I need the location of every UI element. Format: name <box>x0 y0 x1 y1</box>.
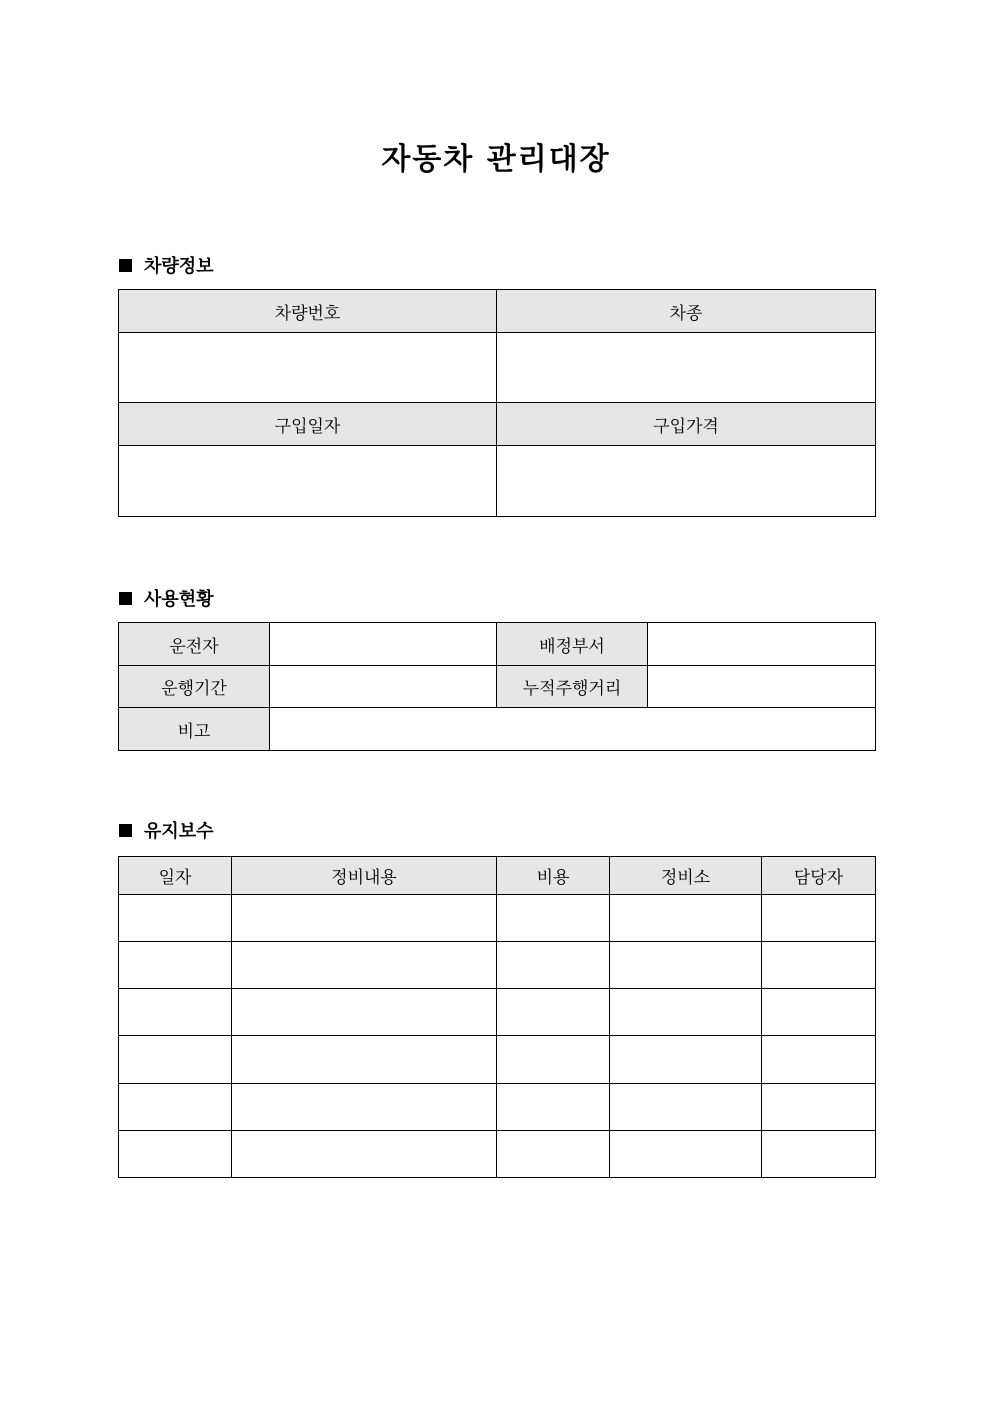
cost-cell[interactable] <box>497 989 610 1036</box>
purchase-date-field[interactable] <box>119 446 497 517</box>
description-cell[interactable] <box>232 1131 497 1178</box>
square-bullet-icon <box>119 824 132 837</box>
page-title: 자동차 관리대장 <box>381 142 611 177</box>
table-row <box>119 1036 876 1084</box>
column-header-cost: 비용 <box>497 857 610 895</box>
manager-cell[interactable] <box>762 1131 876 1178</box>
date-cell[interactable] <box>119 942 232 989</box>
section-heading-vehicle-info <box>119 253 214 277</box>
usage-status-table <box>118 622 876 751</box>
column-header-shop: 정비소 <box>610 857 762 895</box>
section-heading-usage-status <box>119 586 214 610</box>
column-header-manager: 담당자 <box>762 857 876 895</box>
plate-number-field[interactable] <box>119 333 497 403</box>
cost-cell[interactable] <box>497 1084 610 1131</box>
department-field[interactable] <box>648 623 876 666</box>
manager-cell[interactable] <box>762 942 876 989</box>
mileage-label: 누적주행거리 <box>497 666 648 708</box>
table-row <box>119 1131 876 1178</box>
driver-label: 운전자 <box>119 623 270 666</box>
description-cell[interactable] <box>232 942 497 989</box>
date-cell[interactable] <box>119 1036 232 1084</box>
remarks-label: 비고 <box>119 708 270 751</box>
cost-cell[interactable] <box>497 1036 610 1084</box>
shop-cell[interactable] <box>610 989 762 1036</box>
model-label: 차종 <box>497 290 876 333</box>
cost-cell[interactable] <box>497 942 610 989</box>
section-heading-maintenance <box>119 818 214 842</box>
period-label: 운행기간 <box>119 666 270 708</box>
date-cell[interactable] <box>119 989 232 1036</box>
driver-field[interactable] <box>270 623 497 666</box>
section-heading-label: 사용현황 <box>144 589 214 610</box>
shop-cell[interactable] <box>610 942 762 989</box>
manager-cell[interactable] <box>762 1036 876 1084</box>
date-cell[interactable] <box>119 1084 232 1131</box>
section-heading-label: 유지보수 <box>144 821 214 842</box>
table-row <box>119 989 876 1036</box>
shop-cell[interactable] <box>610 895 762 942</box>
purchase-price-label: 구입가격 <box>497 403 876 446</box>
shop-cell[interactable] <box>610 1131 762 1178</box>
table-row <box>119 1084 876 1131</box>
cost-cell[interactable] <box>497 895 610 942</box>
model-field[interactable] <box>497 333 876 403</box>
maintenance-table <box>118 856 876 1178</box>
square-bullet-icon <box>119 259 132 272</box>
date-cell[interactable] <box>119 895 232 942</box>
date-cell[interactable] <box>119 1131 232 1178</box>
manager-cell[interactable] <box>762 895 876 942</box>
vehicle-info-table <box>118 289 876 517</box>
column-header-date: 일자 <box>119 857 232 895</box>
table-row <box>119 895 876 942</box>
description-cell[interactable] <box>232 1036 497 1084</box>
square-bullet-icon <box>119 592 132 605</box>
shop-cell[interactable] <box>610 1084 762 1131</box>
purchase-date-label: 구입일자 <box>119 403 497 446</box>
plate-number-label: 차량번호 <box>119 290 497 333</box>
shop-cell[interactable] <box>610 1036 762 1084</box>
column-header-description: 정비내용 <box>232 857 497 895</box>
purchase-price-field[interactable] <box>497 446 876 517</box>
description-cell[interactable] <box>232 1084 497 1131</box>
period-field[interactable] <box>270 666 497 708</box>
description-cell[interactable] <box>232 895 497 942</box>
department-label: 배정부서 <box>497 623 648 666</box>
section-heading-label: 차량정보 <box>144 256 214 277</box>
description-cell[interactable] <box>232 989 497 1036</box>
remarks-field[interactable] <box>270 708 876 751</box>
cost-cell[interactable] <box>497 1131 610 1178</box>
mileage-field[interactable] <box>648 666 876 708</box>
manager-cell[interactable] <box>762 989 876 1036</box>
table-row <box>119 942 876 989</box>
manager-cell[interactable] <box>762 1084 876 1131</box>
